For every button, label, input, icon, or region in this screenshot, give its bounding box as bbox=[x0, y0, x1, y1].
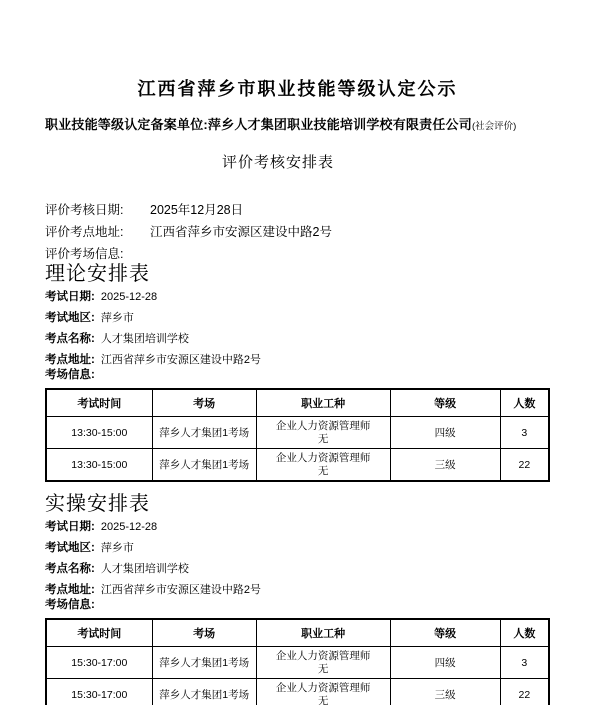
detail-value: 人才集团培训学校 bbox=[100, 333, 189, 345]
table-cell-level: 四级 bbox=[390, 417, 500, 449]
table-header-cell: 等级 bbox=[390, 389, 500, 417]
evaluation-plan-title: 评价考核安排表 bbox=[221, 154, 334, 171]
occupation-line: 无 bbox=[317, 694, 329, 705]
table-header-cell: 考场 bbox=[152, 389, 256, 417]
detail-row bbox=[45, 559, 550, 580]
filing-unit-text: 职业技能等级认定备案单位:萍乡人才集团职业技能培训学校有限责任公司 bbox=[45, 117, 472, 132]
table-row bbox=[46, 449, 549, 482]
section-details bbox=[45, 287, 550, 386]
detail-value: 2025-12-28 bbox=[100, 291, 158, 303]
section-details bbox=[45, 517, 550, 616]
table-header-cell: 考试时间 bbox=[46, 389, 152, 417]
detail-label: 考试地区: bbox=[45, 542, 95, 554]
table-cell-count: 22 bbox=[500, 449, 549, 482]
table-header-cell: 人数 bbox=[500, 619, 549, 647]
schedule-section bbox=[45, 263, 550, 482]
occupation-line: 无 bbox=[317, 432, 329, 445]
info-label: 评价考场信息: bbox=[45, 247, 124, 261]
detail-value: 萍乡市 bbox=[100, 312, 134, 324]
detail-label: 考试日期: bbox=[45, 521, 95, 533]
schedule-table bbox=[45, 388, 550, 482]
detail-label: 考点名称: bbox=[45, 563, 95, 575]
detail-label: 考试地区: bbox=[45, 312, 95, 324]
info-row bbox=[45, 199, 550, 221]
table-cell-count: 3 bbox=[500, 647, 549, 679]
section-heading: 实操安排表 bbox=[45, 493, 150, 515]
detail-label: 考场信息: bbox=[45, 599, 95, 611]
table-cell-exam-time: 15:30-17:00 bbox=[46, 647, 152, 679]
info-row bbox=[45, 221, 550, 243]
detail-label: 考试日期: bbox=[45, 291, 95, 303]
table-cell-exam-room: 萍乡人才集团1考场 bbox=[152, 449, 256, 482]
schedule-section bbox=[45, 493, 550, 705]
table-cell-occupation bbox=[256, 647, 390, 679]
table-cell-level: 三级 bbox=[390, 449, 500, 482]
table-header-cell: 职业工种 bbox=[256, 389, 390, 417]
table-header-cell: 职业工种 bbox=[256, 619, 390, 647]
table-cell-occupation bbox=[256, 417, 390, 449]
info-label: 评价考核日期: bbox=[45, 203, 124, 217]
detail-value: 人才集团培训学校 bbox=[100, 563, 189, 575]
detail-row bbox=[45, 329, 550, 350]
table-cell-exam-room: 萍乡人才集团1考场 bbox=[152, 679, 256, 705]
table-header-cell: 等级 bbox=[390, 619, 500, 647]
detail-label: 考点名称: bbox=[45, 333, 95, 345]
table-cell-exam-room: 萍乡人才集团1考场 bbox=[152, 647, 256, 679]
detail-row bbox=[45, 308, 550, 329]
schedule-table bbox=[45, 618, 550, 705]
table-header-cell: 人数 bbox=[500, 389, 549, 417]
section-heading: 理论安排表 bbox=[45, 263, 150, 285]
table-cell-level: 四级 bbox=[390, 647, 500, 679]
table-cell-occupation bbox=[256, 679, 390, 705]
occupation-line: 企业人力资源管理师 bbox=[275, 649, 371, 662]
detail-value: 江西省萍乡市安源区建设中路2号 bbox=[100, 354, 261, 366]
detail-row bbox=[45, 287, 550, 308]
detail-value: 江西省萍乡市安源区建设中路2号 bbox=[100, 584, 261, 596]
table-row bbox=[46, 417, 549, 449]
occupation-line: 企业人力资源管理师 bbox=[275, 451, 371, 464]
table-cell-count: 3 bbox=[500, 417, 549, 449]
evaluation-info-block bbox=[45, 199, 550, 265]
table-cell-exam-time: 13:30-15:00 bbox=[46, 417, 152, 449]
table-header-cell: 考场 bbox=[152, 619, 256, 647]
document-title: 江西省萍乡市职业技能等级认定公示 bbox=[137, 79, 458, 99]
table-header-cell: 考试时间 bbox=[46, 619, 152, 647]
filing-unit-note: (社会评价) bbox=[471, 121, 517, 132]
table-cell-count: 22 bbox=[500, 679, 549, 705]
detail-value: 萍乡市 bbox=[100, 542, 134, 554]
table-cell-exam-room: 萍乡人才集团1考场 bbox=[152, 417, 256, 449]
info-row bbox=[45, 243, 550, 265]
table-header-row bbox=[46, 619, 549, 647]
table-cell-occupation bbox=[256, 449, 390, 482]
detail-label: 考点地址: bbox=[45, 354, 95, 366]
table-row bbox=[46, 647, 549, 679]
occupation-line: 无 bbox=[317, 662, 329, 675]
sections bbox=[45, 263, 550, 705]
detail-label: 考场信息: bbox=[45, 369, 95, 381]
table-header-row bbox=[46, 389, 549, 417]
detail-value: 2025-12-28 bbox=[100, 521, 158, 533]
occupation-line: 无 bbox=[317, 464, 329, 477]
occupation-line: 企业人力资源管理师 bbox=[275, 419, 371, 432]
occupation-line: 企业人力资源管理师 bbox=[275, 681, 371, 694]
table-cell-exam-time: 15:30-17:00 bbox=[46, 679, 152, 705]
info-value: 2025年12月28日 bbox=[150, 203, 244, 217]
detail-label: 考点地址: bbox=[45, 584, 95, 596]
detail-row bbox=[45, 517, 550, 538]
detail-row bbox=[45, 538, 550, 559]
table-cell-exam-time: 13:30-15:00 bbox=[46, 449, 152, 482]
table-row bbox=[46, 679, 549, 705]
info-value: 江西省萍乡市安源区建设中路2号 bbox=[150, 225, 332, 239]
filing-unit-line bbox=[45, 116, 550, 136]
info-label: 评价考点地址: bbox=[45, 225, 124, 239]
table-cell-level: 三级 bbox=[390, 679, 500, 705]
